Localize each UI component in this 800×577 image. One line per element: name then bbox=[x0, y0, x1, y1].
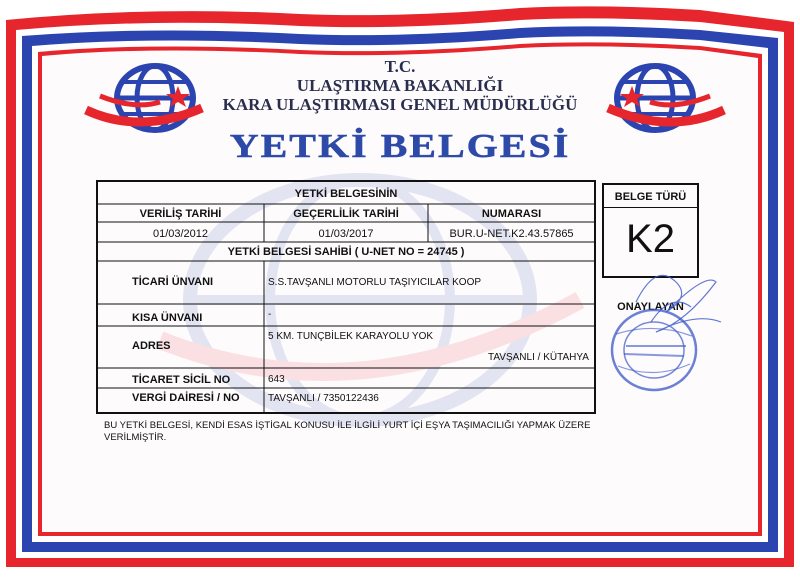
official-stamp bbox=[596, 262, 726, 402]
header-tc: T.C. bbox=[384, 57, 416, 76]
header-ministry: ULAŞTIRMA BAKANLIĞI bbox=[296, 76, 504, 95]
address-line2: TAVŞANLI / KÜTAHYA bbox=[488, 352, 589, 363]
short-name-label: KISA ÜNVANI bbox=[132, 312, 203, 324]
belge-turu-label: BELGE TÜRÜ bbox=[614, 191, 687, 203]
valid-date-value: 01/03/2017 bbox=[318, 228, 374, 240]
tax-value: TAVŞANLI / 7350122436 bbox=[268, 393, 379, 404]
col-valid-date-header: GEÇERLİLİK TARİHİ bbox=[293, 208, 399, 220]
trade-name-label: TİCARİ ÜNVANI bbox=[132, 276, 214, 288]
address-line1: 5 KM. TUNÇBİLEK KARAYOLU YOK bbox=[268, 331, 434, 342]
header-directorate: KARA ULAŞTIRMASI GENEL MÜDÜRLÜĞÜ bbox=[222, 95, 578, 114]
short-name-value: - bbox=[268, 309, 272, 320]
tax-label: VERGİ DAİRESİ / NO bbox=[132, 392, 240, 404]
registry-label: TİCARET SİCİL NO bbox=[132, 374, 231, 386]
col-issue-date-header: VERİLİŞ TARİHİ bbox=[139, 208, 222, 220]
belge-turu-divider bbox=[604, 207, 697, 208]
approval-label: ONAYLAYAN bbox=[617, 301, 684, 313]
document-title: YETKİ BELGESİ bbox=[229, 126, 571, 165]
belge-turu-code: K2 bbox=[626, 217, 675, 261]
notice-text: BU YETKİ BELGESİ, KENDİ ESAS İŞTİGAL KONUSU İLE İLGİLİ YURT İÇİ EŞYA TAŞIMACILIĞI YAPMAK ÜZERE VERİLMİŞTİR. bbox=[104, 420, 591, 443]
address-label: ADRES bbox=[132, 340, 171, 352]
section-title: YETKİ BELGESİNİN bbox=[294, 188, 398, 200]
certificate-number-value: BUR.U-NET.K2.43.57865 bbox=[449, 228, 574, 240]
trade-name-value: S.S.TAVŞANLI MOTORLU TAŞIYICILAR KOOP bbox=[268, 277, 482, 288]
issue-date-value: 01/03/2012 bbox=[152, 228, 209, 240]
col-number-header: NUMARASI bbox=[481, 208, 542, 220]
holder-title: YETKİ BELGESİ SAHİBİ ( U-NET NO = 24745 ) bbox=[227, 246, 465, 258]
registry-value: 643 bbox=[268, 374, 285, 385]
